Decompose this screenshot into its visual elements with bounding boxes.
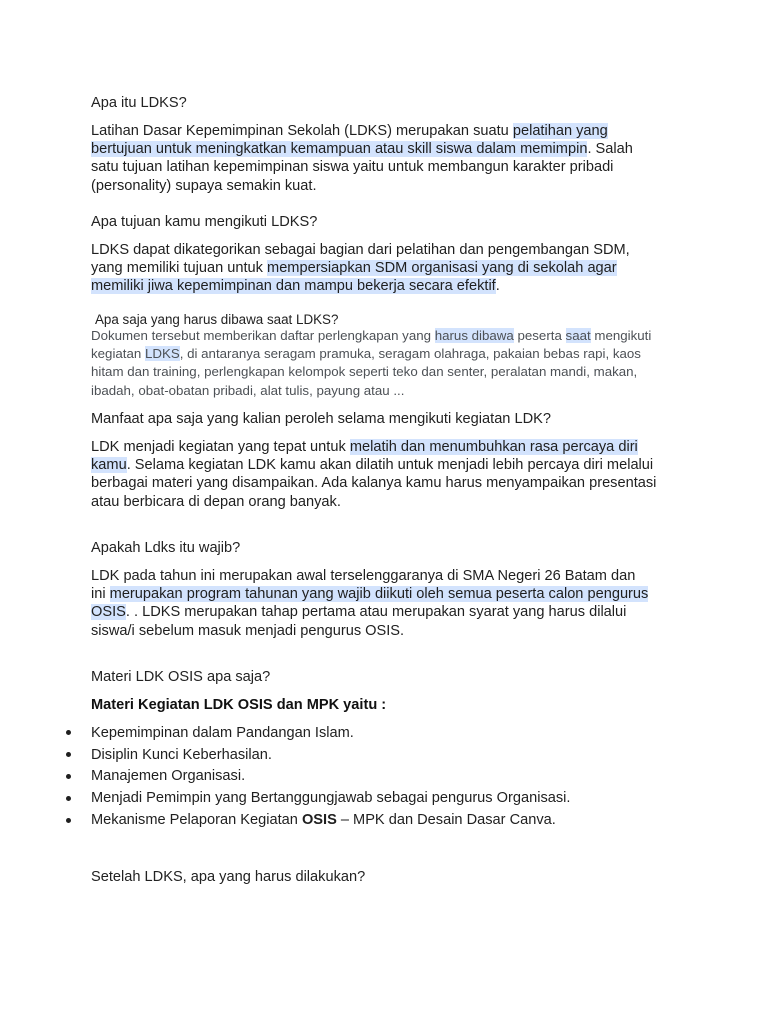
answer-text: . . LDKS merupakan tahap pertama atau merupakan syarat yang harus dilalui	[125, 604, 627, 621]
answer-text: ini	[91, 586, 110, 603]
snippet-text: peserta	[513, 328, 566, 343]
answer-text: LDK pada tahun ini merupakan awal terselenggaranya di SMA Negeri 26 Batam dan	[91, 568, 636, 584]
materials-heading: Materi Kegiatan LDK OSIS dan MPK yaitu :	[91, 697, 387, 713]
answer-text: siswa/i sebelum masuk menjadi pengurus OSIS.	[91, 622, 405, 639]
snippet-text: ibadah, obat-obatan pribadi, alat tulis, payung atau ...	[91, 382, 405, 398]
list-item: Manajemen Organisasi.	[91, 768, 246, 784]
answer-ldks-purpose	[91, 241, 681, 296]
highlighted-text: harus dibawa	[434, 328, 514, 343]
answer-text: .	[495, 278, 500, 295]
highlighted-text: melatih dan menumbuhkan rasa percaya diri	[349, 439, 638, 455]
bullet-icon	[66, 818, 71, 823]
question-ldks-purpose: Apa tujuan kamu mengikuti LDKS?	[91, 214, 318, 230]
answer-text: yang memiliki tujuan untuk	[91, 260, 268, 277]
highlighted-text: kamu	[91, 457, 127, 474]
answer-text: LDKS dapat dikategorikan sebagai bagian dari pelatihan dan pengembangan SDM,	[91, 242, 630, 258]
answer-text: satu tujuan latihan kepemimpinan siswa yaitu untuk membangun karakter pribadi	[91, 159, 614, 176]
highlighted-text: LDKS	[144, 346, 180, 362]
answer-text: (personality) supaya semakin kuat.	[91, 177, 317, 194]
answer-text: atau berbicara di depan orang banyak.	[91, 493, 341, 510]
highlighted-text: saat	[565, 328, 591, 343]
question-benefits: Manfaat apa saja yang kalian peroleh selama mengikuti kegiatan LDK?	[91, 411, 551, 427]
highlighted-text: OSIS	[91, 604, 126, 621]
answer-text: . Selama kegiatan LDK kamu akan dilatih untuk menjadi lebih percaya diri melalui	[126, 457, 654, 474]
bullet-icon	[66, 774, 71, 779]
list-item-bold-text: OSIS	[301, 812, 337, 828]
highlighted-text: pelatihan yang	[512, 123, 608, 139]
snippet-text: mengikuti	[590, 328, 652, 343]
snippet-text: Dokumen tersebut memberikan daftar perlengkapan yang	[91, 328, 435, 343]
answer-text: LDK menjadi kegiatan yang tepat untuk	[91, 439, 350, 455]
question-what-to-bring: Apa saja yang harus dibawa saat LDKS?	[95, 312, 339, 327]
list-item: Menjadi Pemimpin yang Bertanggungjawab sebagai pengurus Organisasi.	[91, 790, 571, 806]
bullet-icon	[66, 796, 71, 801]
question-after-ldks: Setelah LDKS, apa yang harus dilakukan?	[91, 869, 366, 885]
answer-text: Latihan Dasar Kepemimpinan Sekolah (LDKS) merupakan suatu	[91, 123, 513, 139]
highlighted-text: merupakan program tahunan yang wajib diikuti oleh semua peserta calon pengurus	[109, 586, 649, 603]
question-is-mandatory: Apakah Ldks itu wajib?	[91, 540, 241, 556]
snippet-text: , di antaranya seragam pramuka, seragam olahraga, pakaian bebas rapi, kaos	[179, 346, 641, 362]
list-item-text: – MPK dan Desain Dasar Canva.	[336, 812, 556, 828]
list-item-text: Mekanisme Pelaporan Kegiatan	[91, 812, 302, 828]
list-item: Kepemimpinan dalam Pandangan Islam.	[91, 725, 354, 741]
answer-what-is-ldks	[91, 122, 681, 195]
highlighted-text: memiliki jiwa kepemimpinan dan mampu bekerja secara efektif	[91, 278, 496, 295]
answer-text: . Salah	[587, 141, 633, 158]
snippet-text: hitam dan training, perlengkapan kelompok seperti teko dan senter, peralatan mandi, makan,	[91, 364, 638, 380]
highlighted-text: mempersiapkan SDM organisasi yang di sekolah agar	[267, 260, 617, 277]
question-what-is-ldks: Apa itu LDKS?	[91, 95, 187, 111]
answer-benefits	[91, 438, 681, 511]
question-materials: Materi LDK OSIS apa saja?	[91, 669, 271, 685]
answer-text: berbagai materi yang disampaikan. Ada kalanya kamu harus menyampaikan presentasi	[91, 475, 657, 492]
bullet-icon	[66, 730, 71, 735]
list-item	[91, 811, 731, 829]
answer-is-mandatory	[91, 567, 681, 640]
highlighted-text: bertujuan untuk meningkatkan kemampuan atau skill siswa dalam memimpin	[91, 141, 588, 158]
snippet-text: kegiatan	[91, 346, 145, 362]
answer-what-to-bring	[91, 327, 681, 400]
list-item: Disiplin Kunci Keberhasilan.	[91, 747, 272, 763]
bullet-icon	[66, 752, 71, 757]
